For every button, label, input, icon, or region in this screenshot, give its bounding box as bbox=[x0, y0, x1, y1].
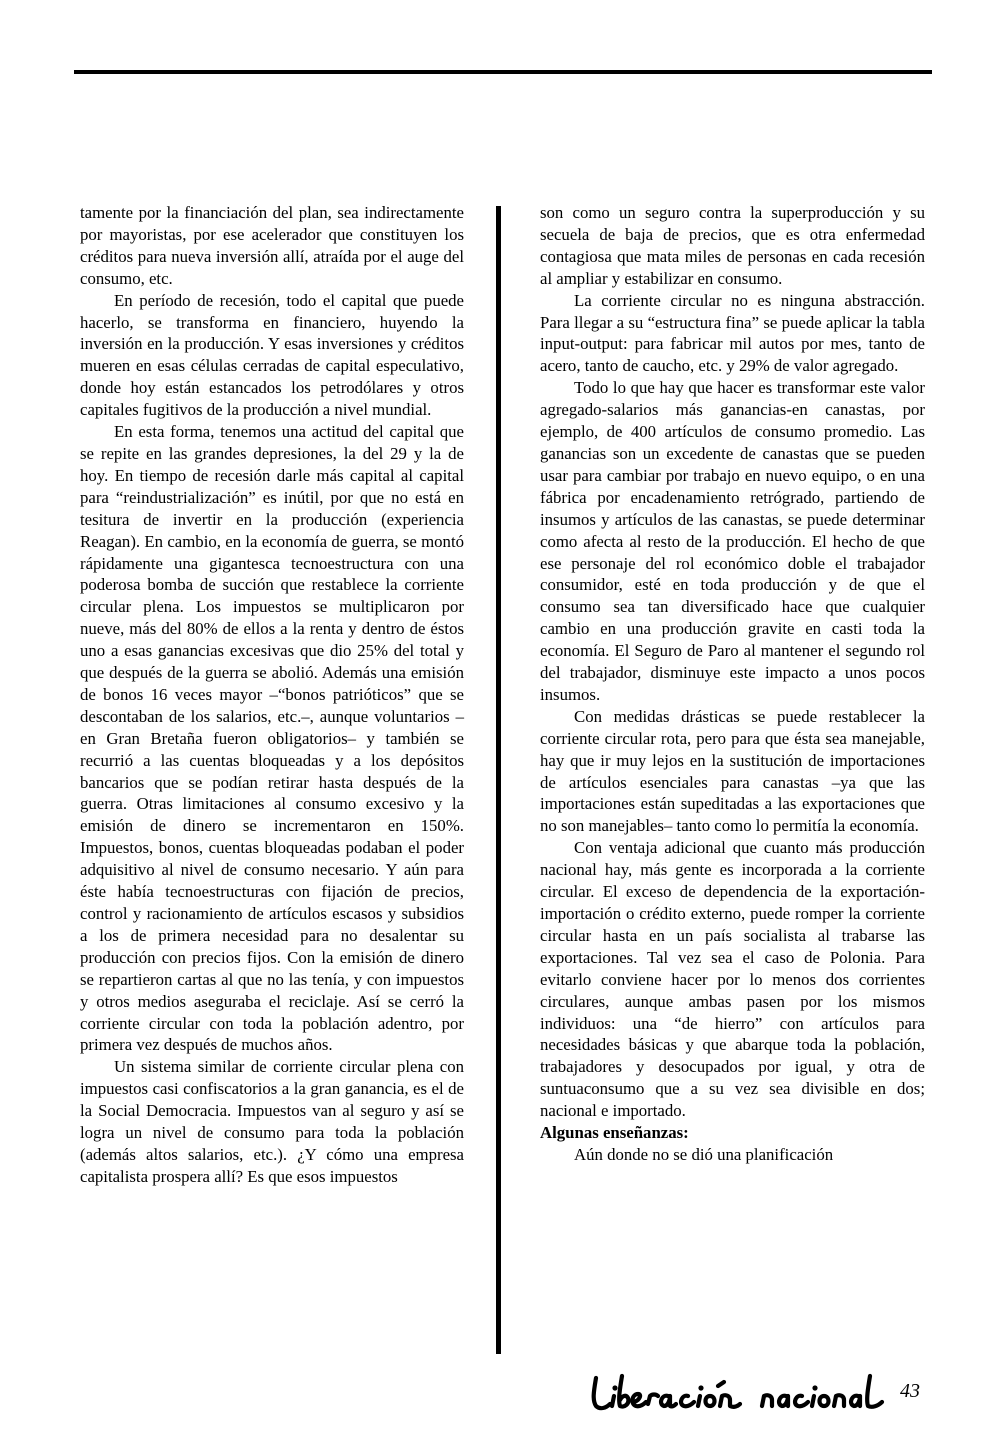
right-paragraph-last: Aún donde no se dió una planificación bbox=[574, 1144, 834, 1164]
top-rule bbox=[74, 70, 932, 74]
right-paragraph-2: La corriente circular no es ninguna abstracción. Para llegar a su “estructura fina” se puede aplicar la tabla input-output: para fabricar mil autos por mes, tanto de acero, tanto de caucho, etc. y 29% de valor agregado. bbox=[540, 290, 925, 376]
right-column bbox=[540, 202, 925, 1166]
column-divider bbox=[496, 206, 501, 1354]
left-column bbox=[80, 202, 464, 1188]
page-number: 43 bbox=[900, 1380, 920, 1402]
left-paragraph-4: Un sistema similar de corriente circular plena con impuestos casi confiscatorios a la gran ganancia, es el de la Social Democracia. Impuestos van al seguro y así se logra un nivel de consumo para toda la población (además altos salarios, etc.). ¿Y cómo una empresa capitalista prospera allí? Es que esos impuestos bbox=[80, 1057, 464, 1186]
right-paragraph-4: Con medidas drásticas se puede restablecer la corriente circular rota, pero para que ésta sea manejable, hay que ir muy lejos en la sustitución de importaciones de artículos esenciales para canastas –ya que las importaciones están supeditadas a las exportaciones que no son manejables– tanto como lo permitía la economía. bbox=[540, 706, 925, 836]
left-paragraph-3: En esta forma, tenemos una actitud del capital que se repite en las grandes depresiones, la del 29 y la de hoy. En tiempo de recesión darle más capital al capital para “reindustrialización” es inútil, por que no está en tesitura de invertir en la producción (experiencia Reagan). En cambio, en la economía de guerra, se montó rápidamente una gigantesca tecnoestructura con una poderosa bomba de succión que restablece la corriente circular plena. Los impuestos se multiplicaron por nueve, más del 80% de ellos a la renta y dentro de éstos uno a esas ganancias excesivas que dio 25% del total y que después de la guerra se abolió. Además una emisión de bonos 16 veces mayor –“bonos patrióticos” que se descontaban de los salarios, etc.–, aunque voluntarios –en Gran Bretaña fueron obligatorios– y también se recurrió a las cuentas bloqueadas y a los depósitos bancarios que se podían retirar hasta después de la guerra. Otras limitaciones al consumo excesivo y la emisión de dinero se incrementaron en 150%. Impuestos, bonos, cuentas bloqueadas podaban el poder adquisitivo al nivel de consumo necesario. Y aún para éste había tecnoestructuras con fijación de precios, control y racionamiento de artículos escasos y subsidios a los de primera necesidad para no desalentar su producción con precios fijos. Con la emisión de dinero se repartieron cartas al que no las tenía, y con impuestos y otros medios aseguraba el reciclaje. Así se cerró la corriente circular con toda la población adentro, por primera vez después de muchos años. bbox=[80, 422, 464, 1055]
right-paragraph-3: Todo lo que hay que hacer es transformar este valor agregado-salarios más ganancias-en canastas, por ejemplo, de 400 artículos de consumo promedio. Las ganancias son un excedente de canastas que se pueden usar para cambiar por trabajo en nuevo equipo, o en una fábrica por encadenamiento retrógrado, partiendo de insumos y artículos de las canastas, se puede determinar como afecta al resto de la producción. El hecho de que ese personaje del rol económico doble el trabajador consumidor, esté en toda producción y de que el consumo sea tan diversificado hace que cualquier cambio en una producción gravite en casti toda la economía. El Seguro de Paro al mantener el segundo rol del trabajador, disminuye este impacto a unos pocos insumos. bbox=[540, 378, 925, 704]
section-subheading: Algunas enseñanzas: bbox=[540, 1123, 689, 1143]
right-paragraph-1: son como un seguro contra la superproducción y su secuela de baja de precios, que es otra enfermedad contagiosa que mata miles de personas en cada recesión al ampliar y estabilizar en consumo. bbox=[540, 203, 925, 288]
left-paragraph-1: tamente por la financiación del plan, sea indirectamente por mayoristas, por ese acelerador que constituyen los créditos para nueva inversión allí, atraída por el auge del consumo, etc. bbox=[80, 203, 464, 288]
right-paragraph-5: Con ventaja adicional que cuanto más producción nacional hay, más gente es incorporada a la corriente circular. El exceso de dependencia de la exportación-importación o crédito externo, puede romper la corriente circular hasta en un país socialista al trabarse las exportaciones. Tal vez sea el caso de Polonia. Para evitarlo conviene hacer por lo menos dos corrientes circulares, aunque ambas pasen por los mismos individuos: una “de hierro” con artículos para necesidades básicas y que abarque toda la población, trabajadores y desocupados por igual, y otra de suntuaconsumo que a su vez sea divisible en dos; nacional e importado. bbox=[540, 838, 925, 1121]
liberacion-nacional-logo bbox=[588, 1366, 888, 1416]
left-paragraph-2: En período de recesión, todo el capital que puede hacerlo, se transforma en financiero, huyendo la inversión en la producción. Y esas inversiones y créditos mueren en esas células cerradas de capital especulativo, donde hoy están estancados los petrodólares y otros capitales fugitivos de la producción a nivel mundial. bbox=[80, 290, 464, 420]
